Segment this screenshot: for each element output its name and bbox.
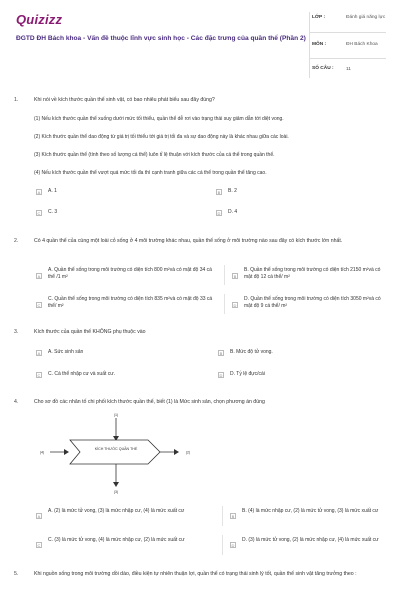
meta-value-count: 11 bbox=[346, 67, 351, 72]
worksheet-header bbox=[14, 12, 386, 78]
option-a-box[interactable]: A bbox=[37, 351, 41, 356]
option-d-box[interactable]: D bbox=[233, 303, 237, 308]
option-c-box[interactable]: C bbox=[37, 211, 41, 216]
label-bottom: (3) bbox=[113, 490, 119, 494]
option-d-box[interactable]: D bbox=[231, 543, 235, 548]
option-a-text: A. (2) là mức tử vong, (3) là mức nhập cư, (4) là mức xuất cư bbox=[48, 508, 185, 514]
center-label: KÍCH THƯỚC QUẦN THỂ bbox=[94, 447, 138, 451]
arrow-right-head bbox=[174, 449, 179, 455]
option-d-text: D. 4 bbox=[228, 209, 238, 215]
option-b-box[interactable]: B bbox=[217, 190, 221, 195]
option-d-box[interactable]: D bbox=[217, 211, 221, 216]
option-c-box[interactable]: C bbox=[37, 373, 41, 378]
arrow-left-head bbox=[64, 449, 69, 455]
arrow-bottom-head bbox=[113, 482, 119, 487]
option-c-text: C. 3 bbox=[48, 209, 58, 215]
label-left: (4) bbox=[39, 450, 45, 455]
option-a-text: A. Quần thể sống trong môi trường có diện tích 800 m²và có mật độ 34 cá thể /1 m² bbox=[48, 267, 212, 280]
label-top: (1) bbox=[113, 413, 119, 417]
option-b-text: B. Mức độ tử vong. bbox=[230, 349, 273, 355]
question-number: 3. bbox=[14, 329, 19, 335]
meta-divider bbox=[310, 32, 386, 33]
worksheet-title: ĐGTD ĐH Bách khoa - Vấn đề thuộc lĩnh vực sinh học - Các đặc trưng của quần thể (Phần 2) bbox=[16, 35, 306, 42]
option-divider bbox=[224, 294, 225, 314]
option-d-text: D. Tỷ lệ đực/cái bbox=[230, 371, 265, 377]
statement: (2) Kích thước quần thể dao động từ giá trị tối thiểu tới giá trị tối đa và sự dao động này là khác nhau giữa các loài. bbox=[34, 134, 289, 140]
statement: (3) Kích thước quần thể (tính theo số lượng cá thể) luôn tỉ lệ thuận với kích thước của cá thể trong quần thể. bbox=[34, 152, 275, 158]
option-b-box[interactable]: B bbox=[231, 514, 235, 519]
option-divider bbox=[222, 535, 223, 555]
option-c-box[interactable]: C bbox=[37, 543, 41, 548]
question-text: Khi nguồn sống trong môi trường dồi dào, điều kiện tự nhiên thuận lợi, quần thể có trạng thái sinh lý tốt, quần thể sinh vật tăng trưởng theo : bbox=[34, 571, 357, 577]
option-a-box[interactable]: A bbox=[37, 274, 41, 279]
meta-label-subject: MÔN : bbox=[312, 42, 327, 47]
question-number: 4. bbox=[14, 399, 19, 405]
meta-value-subject: ĐH Bách Khoa bbox=[346, 42, 378, 47]
question-text: Kích thước của quần thể KHÔNG phụ thuộc vào bbox=[34, 329, 146, 335]
option-d-text: D. (3) là mức tử vong, (2) là mức nhập cư, (4) là mức xuất cư bbox=[242, 537, 379, 543]
option-c-text: C. Cá thể nhập cư và xuất cư. bbox=[48, 371, 116, 377]
question-number: 5. bbox=[14, 571, 19, 577]
label-right: (2) bbox=[185, 450, 191, 455]
question-text: Khi nói về kích thước quần thể sinh vật, có bao nhiêu phát biểu sau đây đúng? bbox=[34, 97, 215, 103]
meta-label-grade: LỚP : bbox=[312, 15, 326, 20]
option-b-box[interactable]: B bbox=[233, 274, 237, 279]
option-divider bbox=[222, 506, 223, 526]
question-text: Cho sơ đồ các nhân tố chi phối kích thước quần thể, biết (1) là Mức sinh sản, chọn phương án đúng bbox=[34, 399, 265, 405]
option-c-box[interactable]: C bbox=[37, 303, 41, 308]
meta-value-grade: Đánh giá năng lực bbox=[346, 15, 386, 20]
question-number: 1. bbox=[14, 97, 19, 103]
option-b-text: B. 2 bbox=[228, 188, 237, 194]
question-text: Có 4 quần thể của cùng một loài cỏ sống ở 4 môi trường khác nhau, quần thể sống ở môi trường nào sau đây có kích thước lớn nhất. bbox=[34, 238, 343, 244]
option-c-text: C. (3) là mức tử vong, (4) là mức nhập cư, (2) là mức xuất cư bbox=[48, 537, 185, 543]
option-b-text: B. (4) là mức nhập cư, (2) là mức tử vong, (3) là mức xuất cư bbox=[242, 508, 379, 514]
option-b-text: B. Quần thể sống trong môi trường có diện tích 2150 m²và có mật độ 12 cá thể/ m² bbox=[244, 267, 381, 280]
statement: (1) Nếu kích thước quần thể xuống dưới mức tối thiểu, quần thể dễ rơi vào trạng thái suy giảm dẫn tới diệt vong. bbox=[34, 116, 284, 122]
question-number: 2. bbox=[14, 238, 19, 244]
option-a-text: A. Sức sinh sản bbox=[48, 349, 84, 355]
center-box bbox=[70, 440, 160, 464]
meta-divider bbox=[310, 58, 386, 59]
option-d-box[interactable]: D bbox=[219, 373, 223, 378]
meta-label-count: SỐ CÂU : bbox=[312, 66, 334, 71]
header-divider bbox=[309, 12, 310, 78]
option-a-box[interactable]: A bbox=[37, 514, 41, 519]
option-c-text: C. Quần thể sống trong môi trường có diện tích 835 m²và có mật độ 33 cá thể/ m² bbox=[48, 296, 213, 309]
option-a-text: A. 1 bbox=[48, 188, 57, 194]
option-d-text: D. Quần thể sống trong môi trường có diện tích 3050 m²và có mật độ 9 cá thể/ m² bbox=[244, 296, 381, 309]
option-divider bbox=[224, 265, 225, 285]
population-size-diagram bbox=[36, 412, 196, 496]
statement: (4) Nếu kích thước quần thể vượt quá mức tối đa thì cạnh tranh giữa các cá thể trong quần thể tăng cao. bbox=[34, 170, 267, 176]
quizizz-logo: Quizizz bbox=[16, 12, 63, 27]
option-a-box[interactable]: A bbox=[37, 190, 41, 195]
option-b-box[interactable]: B bbox=[219, 351, 223, 356]
